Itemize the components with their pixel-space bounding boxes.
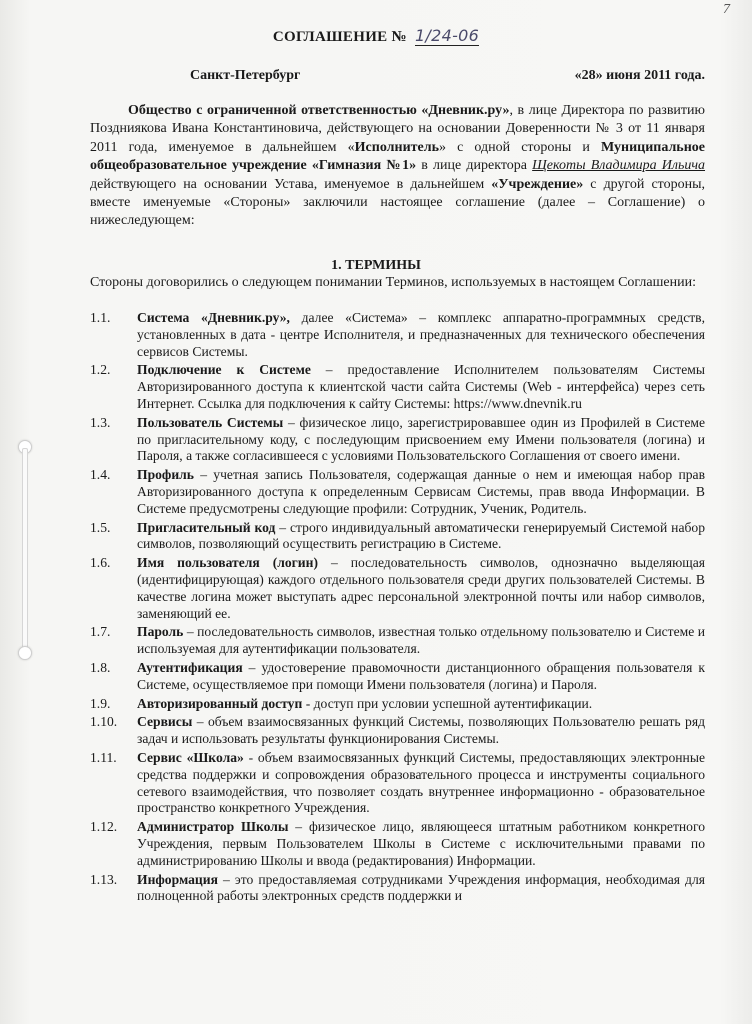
handwritten-director-name: Щекоты Владимира Ильича bbox=[532, 158, 706, 174]
handwritten-number: 1/24-06 bbox=[414, 26, 480, 45]
term-item: 1.9. Авторизированный доступ - доступ при условии успешной аутентификации. bbox=[90, 695, 593, 711]
term-item: 1.2. Подключение к Системе – предоставление Исполнителем пользователям Системы Авторизированного доступа к клиентской части сайта Системы (Web - интерфейса) через сеть Интернет. Ссылка для подключения к сайту Системы: https://www.dnevnik.ru bbox=[90, 362, 705, 411]
term-item: 1.10. Сервисы – объем взаимосвязанных функций Системы, позволяющих Пользователю решать ряд задач и использовать результаты функционирования Системы. bbox=[90, 714, 705, 747]
city: Санкт-Петербург bbox=[190, 68, 301, 83]
preamble bbox=[90, 102, 705, 231]
term-item: 1.8. Аутентификация – удостоверение правомочности дистанционного обращения пользователя к Системе, осуществляемое при помощи Имени пользователя (логина) и Пароля. bbox=[90, 659, 705, 692]
term-item: 1.5. Пригласительный код – строго индивидуальный автоматически генерируемый Системой набор символов, позволяющий осуществить регистрацию в Системе. bbox=[90, 519, 705, 552]
section-title: 1. ТЕРМИНЫ bbox=[331, 258, 421, 273]
term-item: 1.6. Имя пользователя (логин) – последовательность символов, однозначно выделяющая (идентифицирующая) каждого отдельного пользователя среди других пользователей Системы. В качестве логина может выступать адрес персональной электронной почты или набор символов, заменяющий ее. bbox=[90, 555, 705, 621]
date: «28» июня 2011 года. bbox=[574, 68, 705, 83]
city-date-line bbox=[190, 68, 705, 84]
terms-list bbox=[90, 310, 705, 907]
term-item: 1.1. Система «Дневник.ру», далее «Система» – комплекс аппаратно-программных средств, установленных в дата - центре Исполнителя, и предназначенных для технического обеспечения сервисов Системы. bbox=[90, 310, 705, 359]
corner-mark: 7 bbox=[723, 2, 730, 17]
term-item: 1.3. Пользователь Системы – физическое лицо, зарегистрировавшее один из Профилей в Системе по пригласительному коду, с последующим присвоением ему Имени пользователя (логина) и Пароля, а также согласившееся с условиями Пользовательского Соглашения от своего имени. bbox=[90, 414, 705, 464]
preamble-paragraph: Общество с ограниченной ответственностью «Дневник.ру», в лице Директора по развитию Поздниякова Ивана Константиновича, действующего на основании Доверенности № 3 от 11 января 2011 года, именуемое в дальнейшем «Исполнитель» с одной стороны и Муниципальное общеобразовательное учреждение «Гимназия №1» в лице директора Щекоты Владимира Ильича действующего на основании Устава, именуемое в дальнейшем «Учреждение» с другой стороны, вместе именуемые «Стороны» заключили настоящее соглашение (далее – Соглашение) о нижеследующем: bbox=[90, 103, 706, 229]
term-item: 1.4. Профиль – учетная запись Пользователя, содержащая данные о нем и имеющая набор прав Авторизированного доступа к определенным Сервисам Системы, прав ввода Информации. В Системе предусмотрены следующие профили: Сотрудник, Ученик, Родитель. bbox=[90, 467, 705, 516]
term-item: 1.7. Пароль – последовательность символов, известная только отдельному пользователю и Системе и используемая для аутентификации пользователя. bbox=[90, 624, 705, 657]
term-item: 1.11. Сервис «Школа» - объем взаимосвязанных функций Системы, предоставляющих электронные средства поддержки и сопровождения образовательного процесса и инструменты социального сетевого взаимодействия, что позволяет создать внутреннее информационно - образовательное пространство конкретного Учреждения. bbox=[90, 749, 705, 816]
section-intro: Стороны договорились о следующем понимании Терминов, используемых в настоящем Соглашении: bbox=[90, 275, 696, 290]
term-item: 1.12. Администратор Школы – физическое лицо, являющееся штатным работником конкретного Учреждения, первым Пользователем Школы в Системе с исключительными правами по администрированию Школы и ввода (редактирования) Информации. bbox=[90, 819, 705, 868]
title-text: СОГЛАШЕНИЕ № bbox=[272, 29, 407, 45]
document-title bbox=[0, 26, 752, 46]
binding-thread bbox=[18, 440, 30, 660]
term-item: 1.13. Информация – это предоставляемая сотрудниками Учреждения информация, необходимая для полноценной работы электронных средств поддержки и bbox=[90, 871, 705, 904]
